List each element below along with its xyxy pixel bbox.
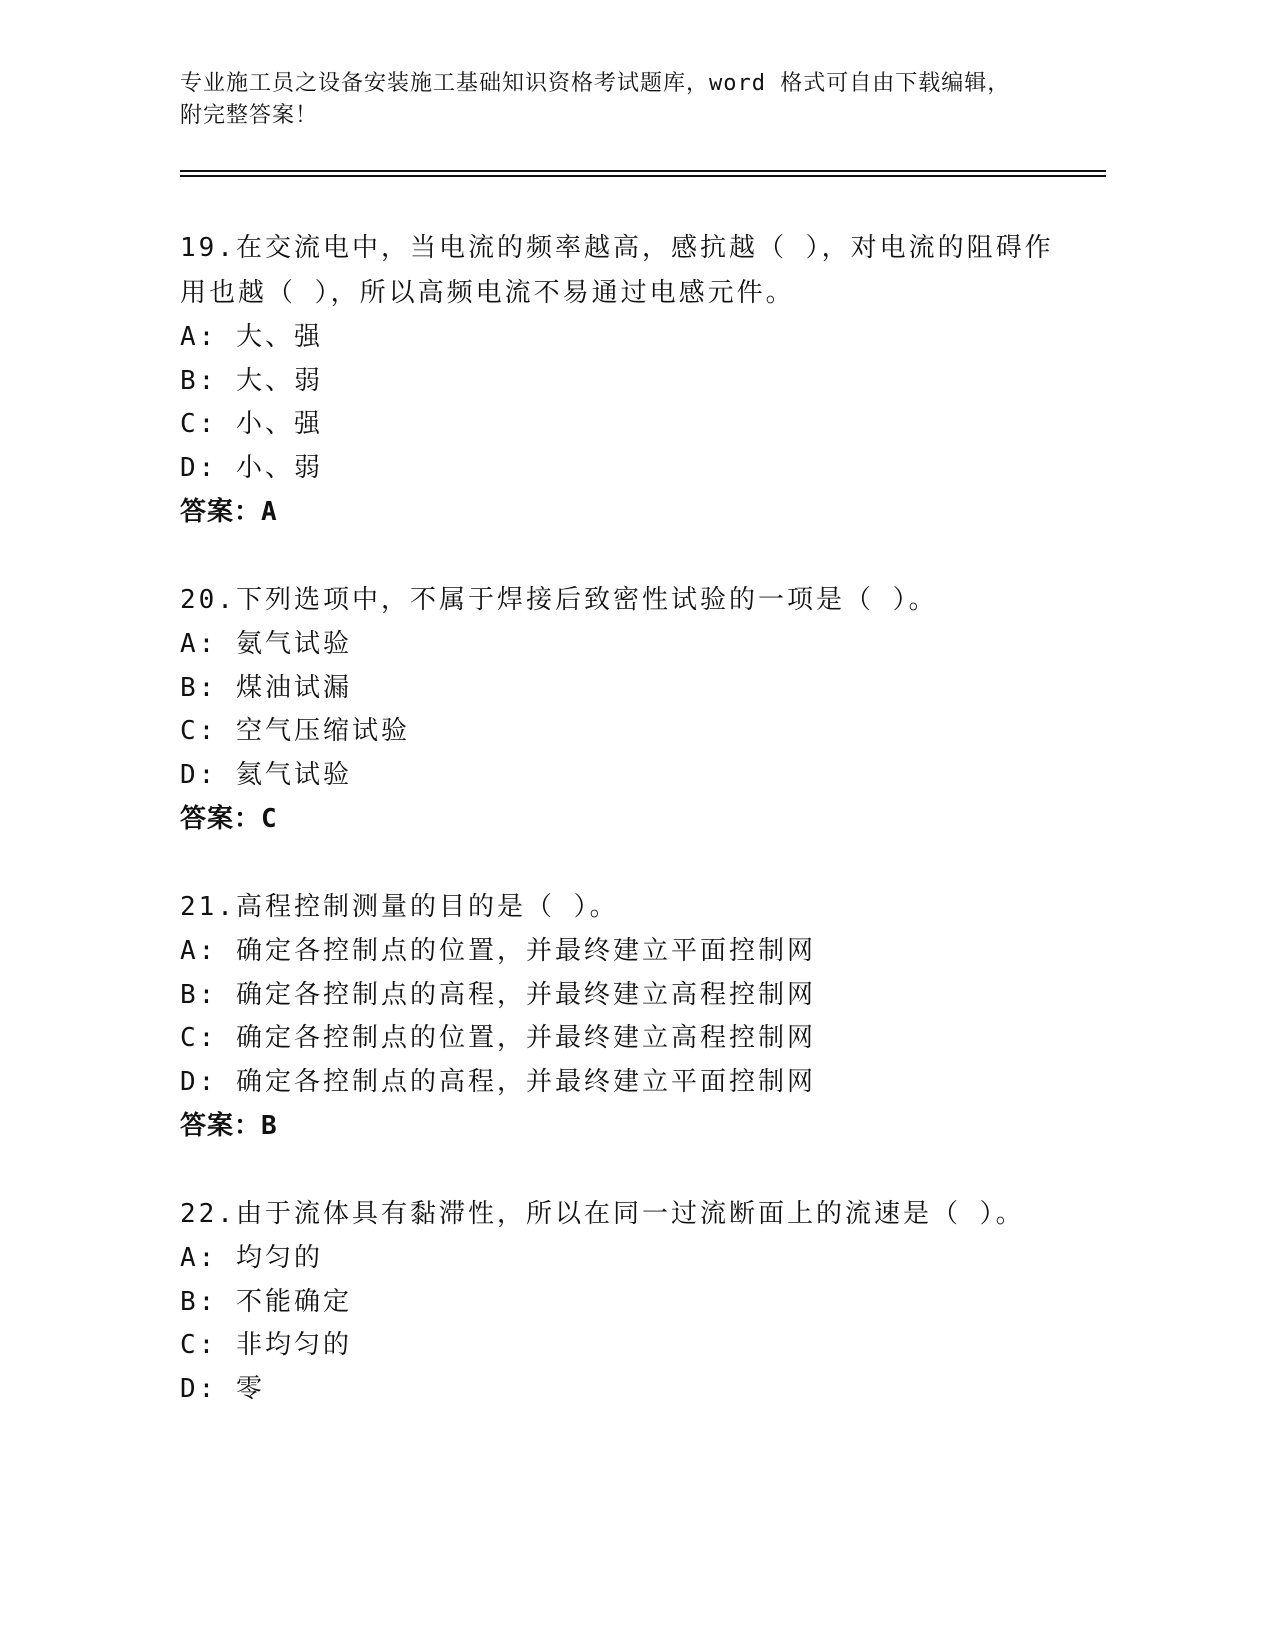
option-c: C: 小、强 (180, 409, 323, 439)
option-d: D: 零 (180, 1373, 265, 1404)
question-stem-line: 22.由于流体具有黏滞性，所以在同一过流断面上的流速是（ ）。 (180, 1199, 1025, 1229)
option-a: A: 均匀的 (180, 1243, 323, 1273)
option-c: C: 空气压缩试验 (180, 716, 410, 746)
option-b: B: 确定各控制点的高程，并最终建立高程控制网 (180, 979, 816, 1010)
option-c: C: 非均匀的 (180, 1330, 352, 1360)
header-rule-bottom (180, 175, 1106, 177)
question-stem-line: 19.在交流电中，当电流的频率越高，感抗越（ ），对电流的阻碍作 (180, 233, 1054, 263)
question-20 (180, 578, 1140, 841)
option-a: A: 氨气试验 (180, 629, 352, 659)
option-d: D: 小、弱 (180, 452, 323, 483)
question-list (180, 226, 1140, 1455)
option-a: A: 确定各控制点的位置，并最终建立平面控制网 (180, 936, 816, 966)
option-b: B: 不能确定 (180, 1286, 352, 1317)
option-a: A: 大、强 (180, 322, 323, 352)
question-stem (180, 578, 1140, 623)
option-b: B: 大、弱 (180, 365, 323, 396)
document-header (180, 68, 1120, 132)
answer-line: 答案：A (180, 497, 278, 527)
question-stem-line: 用也越（ ），所以高频电流不易通过电感元件。 (180, 278, 795, 308)
question-stem-line: 20.下列选项中，不属于焊接后致密性试验的一项是（ ）。 (180, 585, 938, 615)
question-22 (180, 1192, 1140, 1411)
option-d: D: 确定各控制点的高程，并最终建立平面控制网 (180, 1066, 816, 1097)
question-21 (180, 885, 1140, 1148)
option-b: B: 煤油试漏 (180, 672, 352, 703)
question-stem-line: 21.高程控制测量的目的是（ ）。 (180, 892, 619, 922)
header-line-2: 附完整答案！ (180, 103, 319, 128)
option-d: D: 氦气试验 (180, 759, 352, 790)
answer-line: 答案：C (180, 804, 278, 834)
question-stem (180, 1192, 1140, 1237)
header-rule-top (180, 170, 1106, 172)
option-c: C: 确定各控制点的位置，并最终建立高程控制网 (180, 1023, 816, 1053)
question-stem (180, 885, 1140, 930)
answer-line: 答案：B (180, 1111, 278, 1141)
question-19 (180, 226, 1140, 534)
header-line-1: 专业施工员之设备安装施工基础知识资格考试题库，word 格式可自由下载编辑， (180, 71, 1011, 96)
question-stem (180, 226, 1140, 316)
